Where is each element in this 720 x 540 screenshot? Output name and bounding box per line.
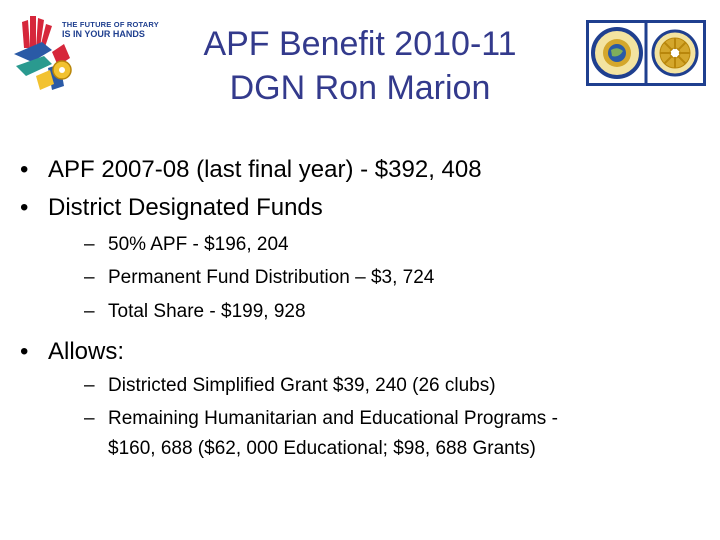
bullet-dot: • xyxy=(20,338,29,365)
title-line-1: APF Benefit 2010-11 xyxy=(203,25,517,63)
sub-bullet-dash: – xyxy=(84,375,95,396)
bullet-item: • District Designated Funds xyxy=(20,194,323,221)
sub-bullet-dash: – xyxy=(84,234,95,255)
sub-bullet-item: – Permanent Fund Distribution – $3, 724 xyxy=(84,267,435,288)
sub-bullet-item: – Remaining Humanitarian and Educational Programs - xyxy=(84,408,558,429)
logo-tagline-line1: THE FUTURE OF ROTARY xyxy=(62,20,159,29)
bullet-item: • Allows: xyxy=(20,338,125,365)
sub-bullet-item: – 50% APF - $196, 204 xyxy=(84,234,289,255)
sub-bullet-dash: – xyxy=(84,301,95,322)
sub-bullet-item: – Total Share - $199, 928 xyxy=(84,301,306,322)
bullet-item: • APF 2007-08 (last final year) - $392, 408 xyxy=(20,156,482,183)
bullet-dot: • xyxy=(20,156,29,183)
title-line-2: DGN Ron Marion xyxy=(229,69,491,107)
sub-bullet-item: – Districted Simplified Grant $39, 240 (26 clubs) xyxy=(84,375,496,396)
sub-bullet-continuation: $160, 688 ($62, 000 Educational; $98, 688 Grants) xyxy=(108,438,536,459)
bullet-dot: • xyxy=(20,194,29,221)
sub-bullet-dash: – xyxy=(84,267,95,288)
sub-bullet-dash: – xyxy=(84,408,95,429)
logo-tagline-line2: IS IN YOUR HANDS xyxy=(62,29,145,39)
